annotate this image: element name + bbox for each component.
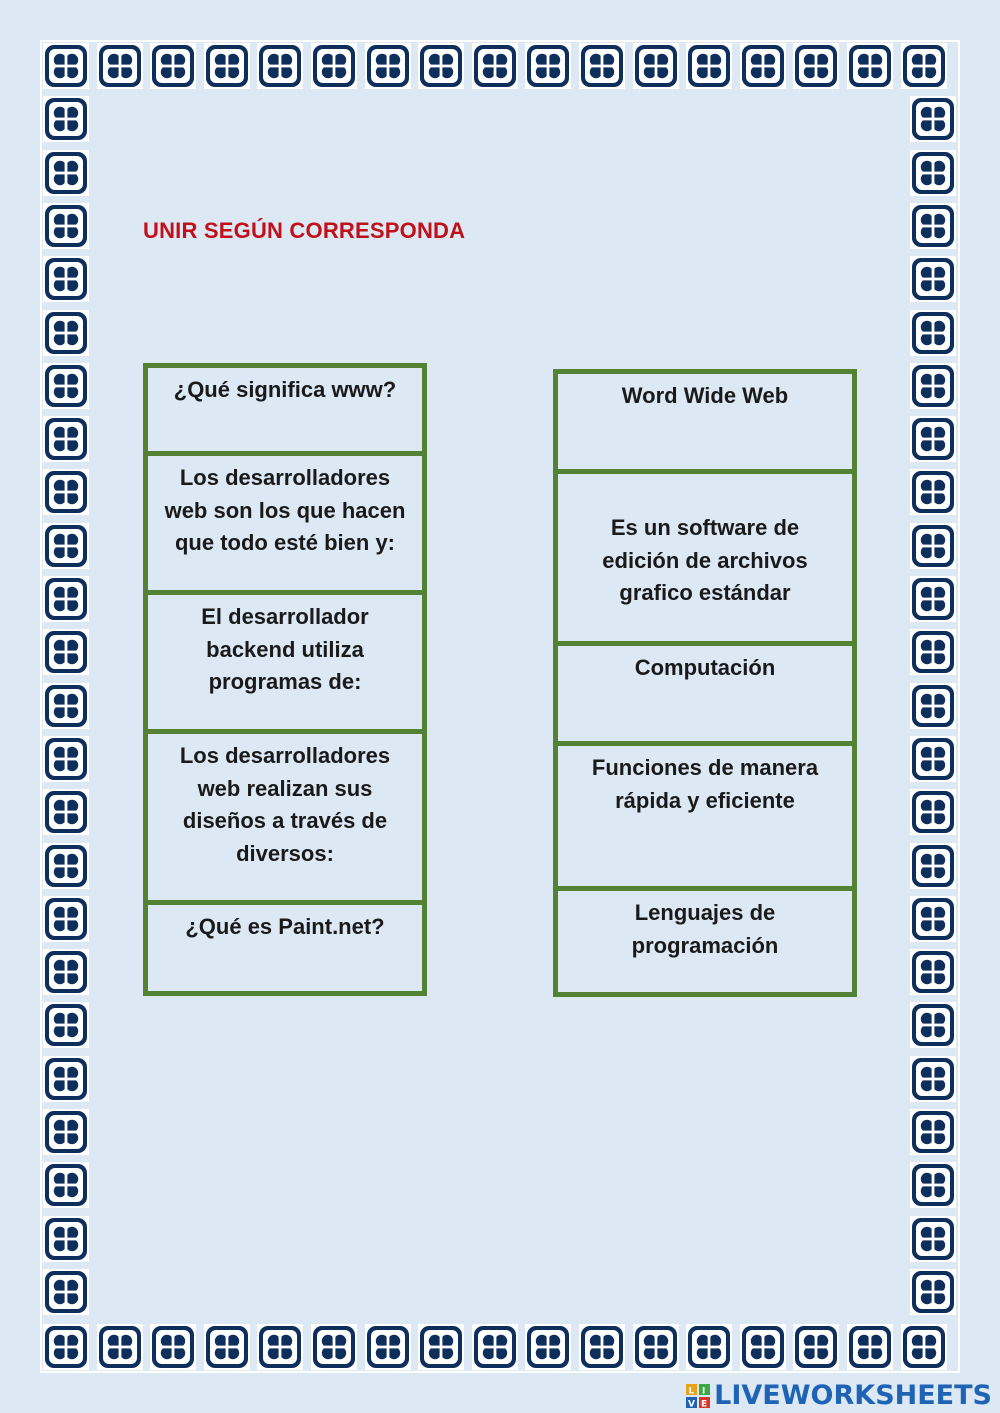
quatrefoil-tile-icon [793,43,839,89]
quatrefoil-tile-icon [204,1324,250,1370]
quatrefoil-tile-icon [43,683,89,729]
quatrefoil-tile-icon [257,1324,303,1370]
quatrefoil-tile-icon [910,1162,956,1208]
quatrefoil-tile-icon [740,1324,786,1370]
quatrefoil-tile-icon [43,896,89,942]
quatrefoil-tile-icon [901,1324,947,1370]
left-item-3[interactable]: El desarrollador backend utiliza programas de: [148,595,422,734]
quatrefoil-tile-icon [847,1324,893,1370]
right-item-3[interactable]: Computación [558,646,852,746]
quatrefoil-tile-icon [472,1324,518,1370]
quatrefoil-tile-icon [43,203,89,249]
quatrefoil-tile-icon [472,43,518,89]
quatrefoil-tile-icon [43,469,89,515]
quatrefoil-tile-icon [633,1324,679,1370]
quatrefoil-tile-icon [910,416,956,462]
right-item-5[interactable]: Lenguajes de programación [631,900,779,958]
quatrefoil-tile-icon [43,629,89,675]
right-item-4[interactable]: Funciones de manera rápida y eficiente [558,746,852,891]
svg-text:E: E [701,1399,708,1408]
quatrefoil-tile-icon [311,1324,357,1370]
quatrefoil-tile-icon [311,43,357,89]
quatrefoil-tile-icon [43,96,89,142]
quatrefoil-tile-icon [525,1324,571,1370]
quatrefoil-tile-icon [43,736,89,782]
quatrefoil-tile-icon [43,256,89,302]
quatrefoil-tile-icon [97,43,143,89]
quatrefoil-tile-icon [43,523,89,569]
quatrefoil-tile-icon [257,43,303,89]
quatrefoil-tile-icon [204,43,250,89]
quatrefoil-tile-icon [418,1324,464,1370]
quatrefoil-tile-icon [43,1056,89,1102]
quatrefoil-tile-icon [910,310,956,356]
left-matching-column [143,363,427,996]
quatrefoil-tile-icon [43,1269,89,1315]
liveworksheets-logo-icon [686,1384,710,1408]
quatrefoil-tile-icon [579,1324,625,1370]
quatrefoil-tile-icon [910,843,956,889]
quatrefoil-tile-icon [847,43,893,89]
quatrefoil-tile-icon [43,789,89,835]
quatrefoil-tile-icon [633,43,679,89]
quatrefoil-tile-icon [910,949,956,995]
quatrefoil-tile-icon [793,1324,839,1370]
quatrefoil-tile-icon [43,416,89,462]
right-matching-column [553,369,857,997]
quatrefoil-tile-icon [910,150,956,196]
quatrefoil-tile-icon [43,576,89,622]
quatrefoil-tile-icon [365,1324,411,1370]
quatrefoil-tile-icon [43,150,89,196]
quatrefoil-tile-icon [97,1324,143,1370]
quatrefoil-tile-icon [910,896,956,942]
quatrefoil-tile-icon [43,1002,89,1048]
quatrefoil-tile-icon [365,43,411,89]
right-item-2[interactable]: Es un software de edición de archivos grafico estándar [558,474,852,646]
quatrefoil-tile-icon [740,43,786,89]
quatrefoil-tile-icon [910,363,956,409]
quatrefoil-tile-icon [910,1269,956,1315]
quatrefoil-tile-icon [910,523,956,569]
watermark-text: LIVEWORKSHEETS [714,1380,992,1411]
quatrefoil-tile-icon [910,1216,956,1262]
quatrefoil-tile-icon [910,629,956,675]
quatrefoil-tile-icon [43,843,89,889]
quatrefoil-tile-icon [43,1216,89,1262]
quatrefoil-tile-icon [910,576,956,622]
left-item-4[interactable]: Los desarrolladores web realizan sus diseños a través de diversos: [148,734,422,905]
quatrefoil-tile-icon [43,310,89,356]
svg-text:V: V [688,1399,696,1408]
quatrefoil-tile-icon [910,789,956,835]
quatrefoil-tile-icon [910,469,956,515]
quatrefoil-tile-icon [910,96,956,142]
quatrefoil-tile-icon [43,43,89,89]
left-item-1[interactable]: ¿Qué significa www? [148,368,422,456]
quatrefoil-tile-icon [910,256,956,302]
svg-text:I: I [702,1386,706,1396]
quatrefoil-tile-icon [43,1324,89,1370]
quatrefoil-tile-icon [910,1002,956,1048]
quatrefoil-tile-icon [525,43,571,89]
left-item-2[interactable]: Los desarrolladores web son los que hacen que todo esté bien y: [148,456,422,595]
quatrefoil-tile-icon [910,1056,956,1102]
svg-text:L: L [688,1386,695,1396]
quatrefoil-tile-icon [686,1324,732,1370]
quatrefoil-tile-icon [418,43,464,89]
quatrefoil-tile-icon [910,1109,956,1155]
quatrefoil-tile-icon [901,43,947,89]
quatrefoil-tile-icon [150,1324,196,1370]
quatrefoil-tile-icon [150,43,196,89]
liveworksheets-watermark [686,1380,992,1411]
quatrefoil-tile-icon [43,949,89,995]
quatrefoil-tile-icon [579,43,625,89]
quatrefoil-tile-icon [910,683,956,729]
quatrefoil-tile-icon [43,1109,89,1155]
worksheet-title: UNIR SEGÚN CORRESPONDA [143,218,466,243]
quatrefoil-tile-icon [910,736,956,782]
right-item-1[interactable]: Word Wide Web [558,374,852,474]
quatrefoil-tile-icon [43,363,89,409]
quatrefoil-tile-icon [686,43,732,89]
quatrefoil-tile-icon [910,203,956,249]
quatrefoil-tile-icon [43,1162,89,1208]
left-item-5[interactable]: ¿Qué es Paint.net? [185,914,385,939]
